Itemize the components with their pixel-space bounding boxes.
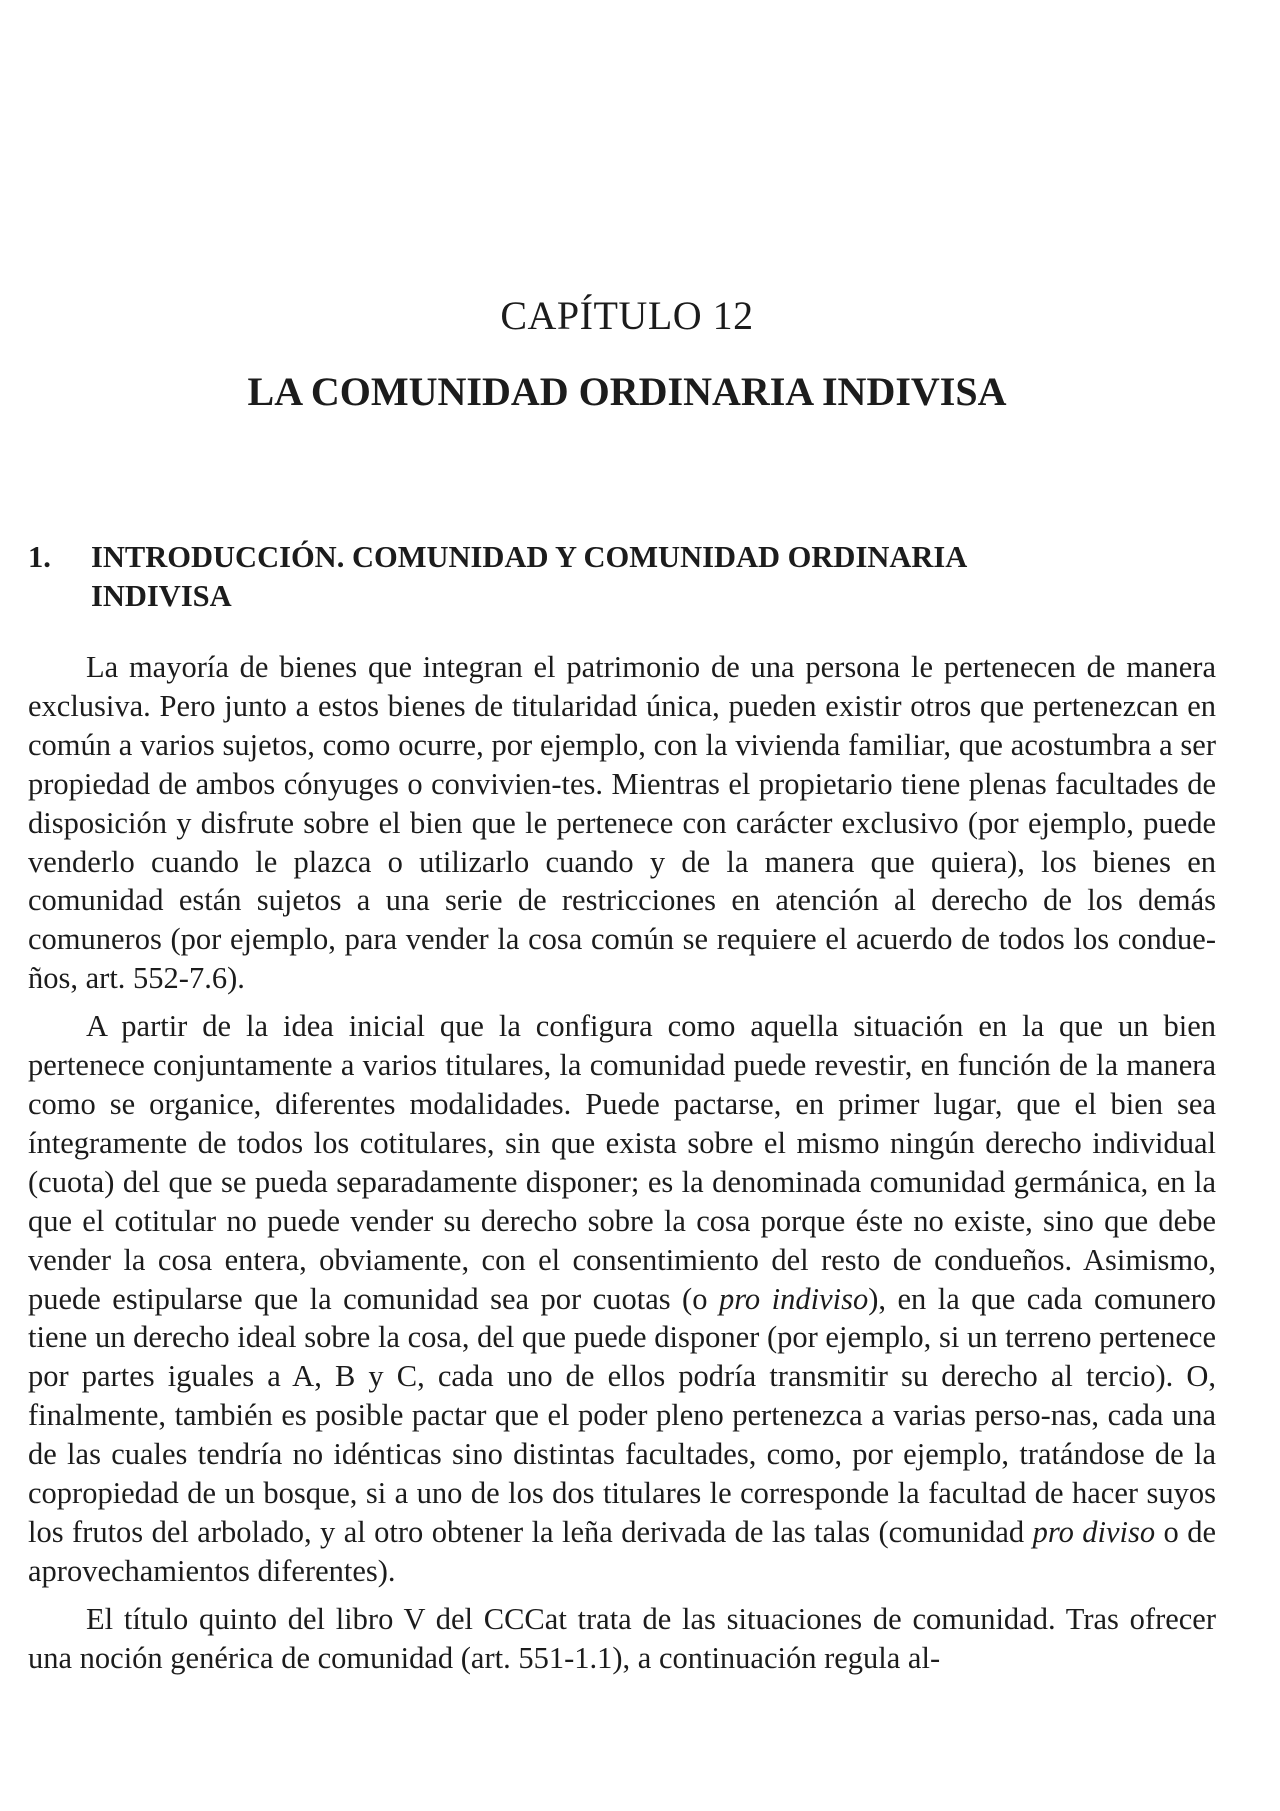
chapter-title: LA COMUNIDAD ORDINARIA INDIVISA bbox=[247, 369, 1007, 414]
body-text bbox=[28, 648, 1216, 1687]
section-title: INTRODUCCIÓN. COMUNIDAD Y COMUNIDAD ORDINARIA INDIVISA bbox=[91, 540, 966, 613]
chapter-label: CAPÍTULO 12 bbox=[500, 293, 754, 338]
section-number: 1. bbox=[28, 540, 51, 574]
italic-term-pro-diviso: pro diviso bbox=[1032, 1514, 1156, 1549]
paragraph-3: El título quinto del libro V del CCCat trata de las situaciones de comunidad. Tras ofrecer una noción genérica de comunidad (art. 551-1.1), a continuación regula al- bbox=[28, 1601, 1216, 1675]
paragraph-2-part-1: A partir de la idea inicial que la configura como aquella situación en la que un bien pertenece conjuntamente a varios titulares, la comunidad puede revestir, en función de la manera como se organice, diferentes modalidades. Puede pactarse, en primer lugar, que el bien sea íntegramente de todos los cotitulares, sin que exista sobre el mismo ningún derecho individual (cuota) del que se pueda separadamente disponer; es la denominada comunidad germánica, en la que el cotitular no puede vender su derecho sobre la cosa porque éste no existe, sino que debe vender la cosa entera, obviamente, con el consentimiento del resto de condueños. Asimismo, puede estipularse que la comunidad sea por cuotas (o bbox=[28, 1009, 1216, 1316]
paragraph-1: La mayoría de bienes que integran el patrimonio de una persona le pertenecen de manera exclusiva. Pero junto a estos bienes de titularidad única, pueden existir otros que pertenezcan en común a varios sujetos, como ocurre, por ejemplo, con la vivienda familiar, que acostumbra a ser propiedad de ambos cónyuges o convivien-tes. Mientras el propietario tiene plenas facultades de disposición y disfrute sobre el bien que le pertenece con carácter exclusivo (por ejemplo, puede venderlo cuando le plazca o utilizarlo cuando y de la manera que quiera), los bienes en comunidad están sujetos a una serie de restricciones en atención al derecho de los demás comuneros (por ejemplo, para vender la cosa común se requiere el acuerdo de todos los condue-ños, art. 552-7.6). bbox=[28, 650, 1216, 996]
paragraph-2-part-2: ), en la que cada comunero tiene un derecho ideal sobre la cosa, del que puede disponer (por ejemplo, si un terreno pertenece por partes iguales a A, B y C, cada uno de ellos podría transmitir su derecho al tercio). O, finalmente, también es posible pactar que el poder pleno pertenezca a varias perso-nas, cada una de las cuales tendría no idénticas sino distintas facultades, como, por ejemplo, tratándose de la copropiedad de un bosque, si a uno de los dos titulares le corresponde la facultad de hacer suyos los frutos del arbolado, y al otro obtener la leña derivada de las talas (comunidad bbox=[28, 1281, 1216, 1549]
section-heading bbox=[28, 538, 1228, 616]
paragraph-2-part-3: o de aprovechamientos diferentes). bbox=[28, 1514, 1217, 1588]
italic-term-pro-indiviso: pro indiviso bbox=[718, 1281, 869, 1316]
paragraph-2 bbox=[28, 1007, 1216, 1591]
